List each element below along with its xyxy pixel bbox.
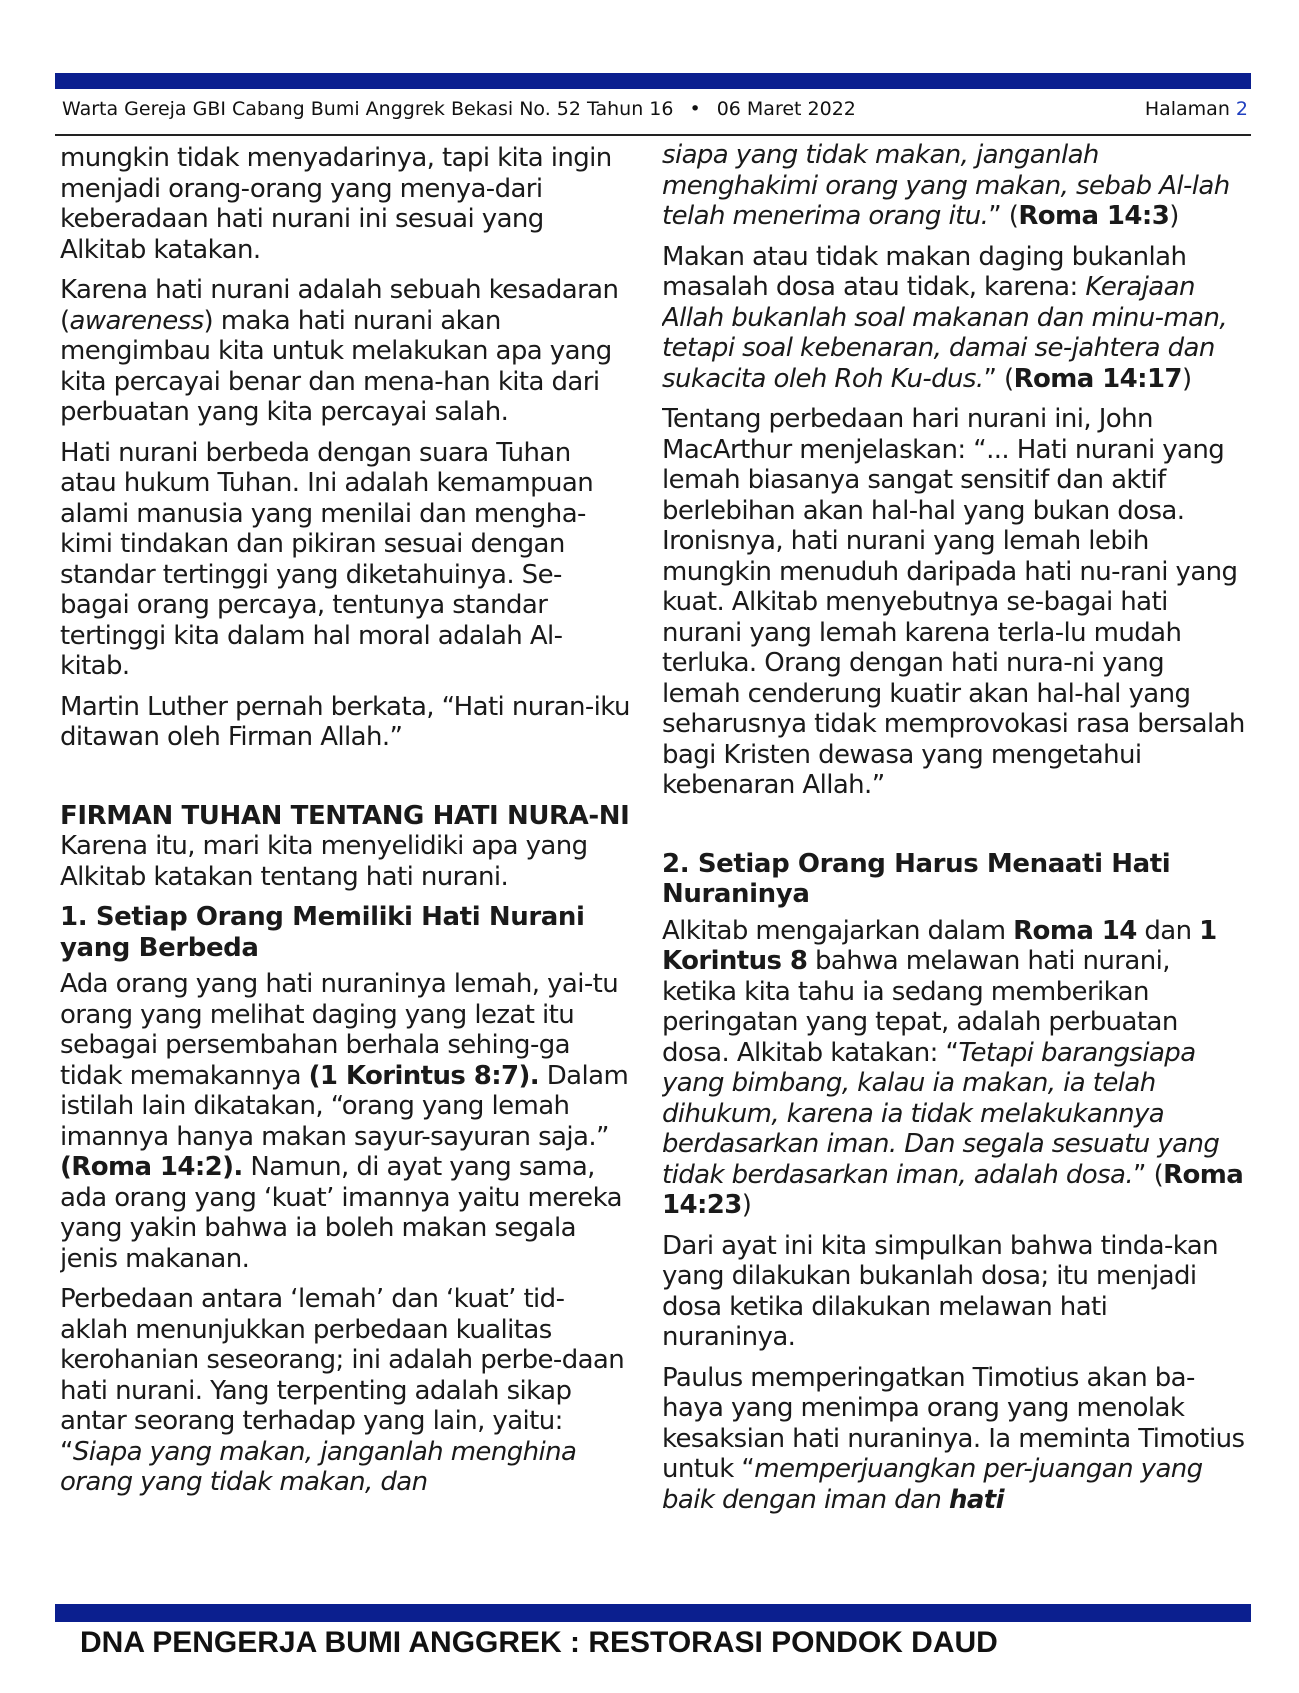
header-bullet: •: [689, 98, 701, 120]
scripture-quote: Siapa yang makan, janganlah menghina orang yang tidak makan, dan: [60, 1436, 577, 1497]
scripture-reference: (Roma 14:2).: [60, 1152, 243, 1182]
subheading: 1. Setiap Orang Memiliki Hati Nurani yang Berbeda: [60, 902, 585, 963]
scripture-quote: memperjuangkan per-juangan yang baik dengan iman dan: [662, 1454, 1203, 1515]
page-label: Halaman: [1144, 98, 1230, 120]
section-heading: FIRMAN TUHAN TENTANG HATI NURA-NI: [60, 800, 630, 831]
page-header: [62, 98, 1248, 128]
paragraph: Karena hati nurani adalah sebuah kesadaran (awareness) maka hati nurani akan mengimbau kita untuk melakukan apa yang kita percayai benar dan mena-han kita dari perbuatan yang kita percayai salah.: [60, 275, 619, 427]
paragraph: Makan atau tidak makan daging bukanlah masalah dosa atau tidak, karena: Kerajaan Allah bukanlah soal makanan dan minu-man, tetapi soal kebenaran, damai se-jahtera dan sukacita oleh Roh Ku-dus.” (Roma 14:17): [662, 241, 1228, 394]
paragraph: mungkin tidak menyadarinya, tapi kita ingin menjadi orang-orang yang menya-dari keberadaan hati nurani ini sesuai yang Alkitab katakan.: [60, 143, 612, 265]
paragraph: Ada orang yang hati nuraninya lemah, yai-tu orang yang melihat daging yang lezat itu sebagai persembahan berhala sehing-ga tidak memakannya (1 Korintus 8:7). Dalam istilah lain dikatakan, “orang yang lemah imannya hanya makan sayur-sayuran saja.” (Roma 14:2). Namun, di ayat yang sama, ada orang yang ‘kuat’ imannya yaitu mereka yang yakin bahwa ia boleh makan segala jenis makanan.: [60, 969, 629, 1274]
paragraph: Tentang perbedaan hari nurani ini, John MacArthur menjelaskan: “... Hati nurani yang lemah biasanya sangat sensitif dan aktif berlebihan akan hal-hal yang bukan dosa. Ironisnya, hati nurani yang lemah lebih mungkin menuduh daripada hati nu-rani yang kuat. Alkitab menyebutnya se-bagai hati nurani yang lemah karena terla-lu mudah terluka. Orang dengan hati nura-ni yang lemah cenderung kuatir akan hal-hal yang seharusnya tidak memprovokasi rasa bersalah bagi Kristen dewasa yang mengetahui kebenaran Allah.”: [662, 404, 1245, 800]
subheading: 2. Setiap Orang Harus Menaati Hati Nuraninya: [662, 848, 1171, 909]
spacer: [662, 811, 1247, 849]
page-indicator: [1145, 98, 1248, 120]
scripture-quote: Tetapi barangsiapa yang bimbang, kalau ia makan, ia telah dihukum, karena ia tidak melakukannya berdasarkan iman. Dan segala sesuatu yang tidak berdasarkan iman, adalah dosa.: [662, 1037, 1220, 1190]
emphasis-word: hati: [948, 1484, 1004, 1515]
footer-bar: [55, 1604, 1251, 1622]
scripture-reference: 1 Korintus 8: [662, 915, 1217, 976]
header-rule: [55, 134, 1251, 136]
page-number: 2: [1235, 98, 1248, 120]
scripture-reference: Roma 14:23: [662, 1159, 1244, 1220]
paragraph: Paulus memperingatkan Timotius akan ba-haya yang menimpa orang yang menolak kesaksian hati nuraninya. Ia meminta Timotius untuk “memperjuangkan per-juangan yang baik dengan iman dan hati: [662, 1362, 1245, 1515]
scripture-quote: siapa yang tidak makan, janganlah menghakimi orang yang makan, sebab Al-lah telah menerima orang itu.: [662, 140, 1230, 231]
scripture-reference: Roma 14:3: [1018, 201, 1170, 231]
paragraph: Martin Luther pernah berkata, “Hati nuran-iku ditawan oleh Firman Allah.”: [60, 691, 630, 752]
paragraph: Dari ayat ini kita simpulkan bahwa tinda-kan yang dilakukan bukanlah dosa; itu menjadi dosa ketika dilakukan melawan hati nuraninya.: [662, 1230, 1218, 1352]
header-bar: [55, 73, 1251, 89]
header-publication-line: [62, 98, 856, 120]
paragraph: Perbedaan antara ‘lemah’ dan ‘kuat’ tid-aklah menunjukkan perbedaan kualitas kerohanian seseorang; ini adalah perbe-daan hati nurani. Yang terpenting adalah sikap antar seorang terhadap yang lain, yaitu: “Siapa yang makan, janganlah menghina orang yang tidak makan, dan: [60, 1284, 625, 1497]
scripture-reference: (1 Korintus 8:7).: [308, 1060, 540, 1091]
spacer: [60, 763, 630, 801]
publication-date: 06 Maret 2022: [716, 98, 856, 120]
footer-motto: DNA PENGERJA BUMI ANGGREK : RESTORASI PONDOK DAUD: [80, 1626, 998, 1659]
paragraph: siapa yang tidak makan, janganlah menghakimi orang yang makan, sebab Al-lah telah menerima orang itu.” (Roma 14:3): [662, 140, 1230, 231]
right-column: [662, 140, 1247, 1590]
scripture-quote: Kerajaan Allah bukanlah soal makanan dan minu-man, tetapi soal kebenaran, damai se-jahtera dan sukacita oleh Roh Ku-dus.: [662, 272, 1228, 394]
paragraph: Hati nurani berbeda dengan suara Tuhan atau hukum Tuhan. Ini adalah kemampuan alami manusia yang menilai dan mengha-kimi tindakan dan pikiran sesuai dengan standar tertinggi yang diketahuinya. Se-bagai orang percaya, tentunya standar tertinggi kita dalam hal moral adalah Al-kitab.: [60, 437, 594, 681]
italic-term: awareness: [69, 305, 204, 336]
left-column: [60, 143, 630, 1593]
scripture-reference: Roma 14: [1013, 915, 1137, 946]
paragraph: Karena itu, mari kita menyelidiki apa yang Alkitab katakan tentang hati nurani.: [60, 831, 588, 892]
paragraph: Alkitab mengajarkan dalam Roma 14 dan 1 Korintus 8 bahwa melawan hati nurani, ketika kita tahu ia sedang memberikan peringatan yang tepat, adalah perbuatan dosa. Alkitab katakan: “Tetapi barangsiapa yang bimbang, kalau ia makan, ia telah dihukum, karena ia tidak melakukannya berdasarkan iman. Dan segala sesuatu yang tidak berdasarkan iman, adalah dosa.” (Roma 14:23): [662, 915, 1244, 1220]
scripture-reference: Roma 14:17: [1013, 363, 1182, 394]
publication-title: Warta Gereja GBI Cabang Bumi Anggrek Bekasi No. 52 Tahun 16: [62, 98, 674, 120]
